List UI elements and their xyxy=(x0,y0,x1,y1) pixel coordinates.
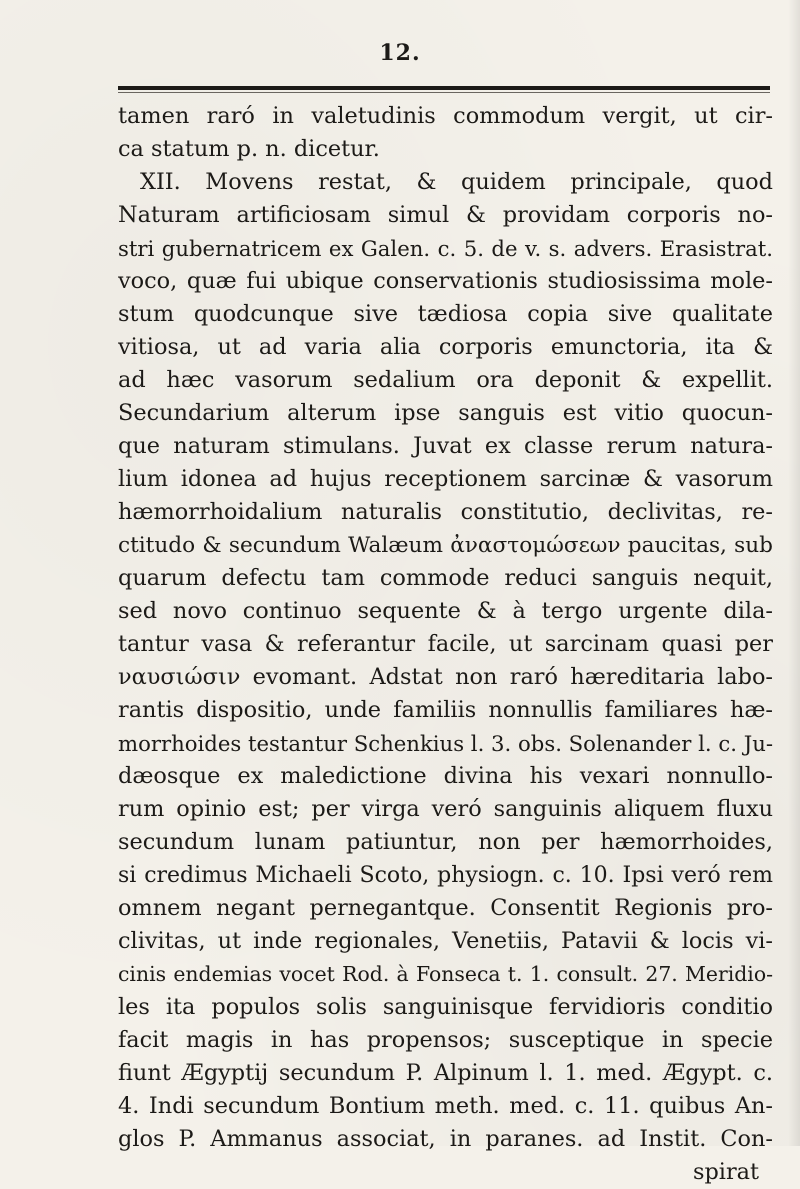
text-line: si credimus Michaeli Scoto, physiogn. c. 10. Ipsi veró rem xyxy=(118,863,773,888)
text-line: rum opinio est; per virga veró sanguinis aliquem fluxu xyxy=(118,796,773,822)
text-line: rantis dispositio, unde familiis nonnullis familiares hæ- xyxy=(118,697,773,723)
text-line: dæosque ex maledictione divina his vexari nonnullo- xyxy=(118,763,773,789)
text-line: spirat xyxy=(692,1159,759,1185)
text-line: tamen raró in valetudinis commodum vergit, ut cir- xyxy=(118,103,773,129)
text-line: les ita populos solis sanguinisque fervidioris conditio xyxy=(118,994,773,1020)
text-line: XII. Movens restat, & quidem principale, quod xyxy=(140,169,773,195)
header-rule-thin xyxy=(118,92,770,93)
text-line: hæmorrhoidalium naturalis constitutio, declivitas, re- xyxy=(118,499,773,525)
text-line: voco, quæ fui ubique conservationis studiosissima mole- xyxy=(118,268,773,294)
text-line: Secundarium alterum ipse sanguis est vitio quocun- xyxy=(118,400,773,426)
text-line: ca statum p. n. dicetur. xyxy=(118,136,380,162)
text-line: vitiosa, ut ad varia alia corporis emunctoria, ita & xyxy=(118,334,773,360)
text-line: lium idonea ad hujus receptionem sarcinæ & vasorum xyxy=(118,466,773,492)
text-line: facit magis in has propensos; susceptique in specie xyxy=(118,1027,773,1053)
page-edge-shadow xyxy=(788,0,800,1146)
text-line: stri gubernatricem ex Galen. c. 5. de v. s. advers. Erasistrat. xyxy=(118,236,773,261)
text-line: clivitas, ut inde regionales, Venetiis, Patavii & locis vi- xyxy=(118,928,773,954)
text-line: ctitudo & secundum Walæum ἀναστομώσεων paucitas, sub xyxy=(118,533,773,558)
text-line: quarum defectu tam commode reduci sanguis nequit, xyxy=(118,565,773,591)
text-line: 4. Indi secundum Bontium meth. med. c. 11. quibus An- xyxy=(118,1093,773,1119)
body-text xyxy=(118,100,773,1189)
text-line: stum quodcunque sive tædiosa copia sive qualitate xyxy=(118,301,773,327)
text-line: ναυσιώσιν evomant. Adstat non raró hæreditaria labo- xyxy=(118,664,773,690)
text-line: tantur vasa & referantur facile, ut sarcinam quasi per xyxy=(118,631,773,657)
text-line: secundum lunam patiuntur, non per hæmorrhoides, xyxy=(118,829,773,855)
text-line: Naturam artificiosam simul & providam corporis no- xyxy=(118,202,773,228)
page-number: 12. xyxy=(379,40,421,66)
text-line: que naturam stimulans. Juvat ex classe rerum natura- xyxy=(118,433,773,459)
text-line: ad hæc vasorum sedalium ora deponit & expellit. xyxy=(118,367,773,393)
text-line: glos P. Ammanus associat, in paranes. ad Instit. Con- xyxy=(118,1126,773,1152)
text-line: cinis endemias vocet Rod. à Fonseca t. 1. consult. 27. Meridio- xyxy=(118,962,773,986)
text-line: morrhoides testantur Schenkius l. 3. obs. Solenander l. c. Ju- xyxy=(118,731,773,756)
text-line: sed novo continuo sequente & à tergo urgente dila- xyxy=(118,598,773,624)
text-line: fiunt Ægyptij secundum P. Alpinum l. 1. med. Ægypt. c. xyxy=(118,1060,773,1086)
text-line: omnem negant pernegantque. Consentit Regionis pro- xyxy=(118,895,773,921)
header-rule xyxy=(118,86,770,90)
